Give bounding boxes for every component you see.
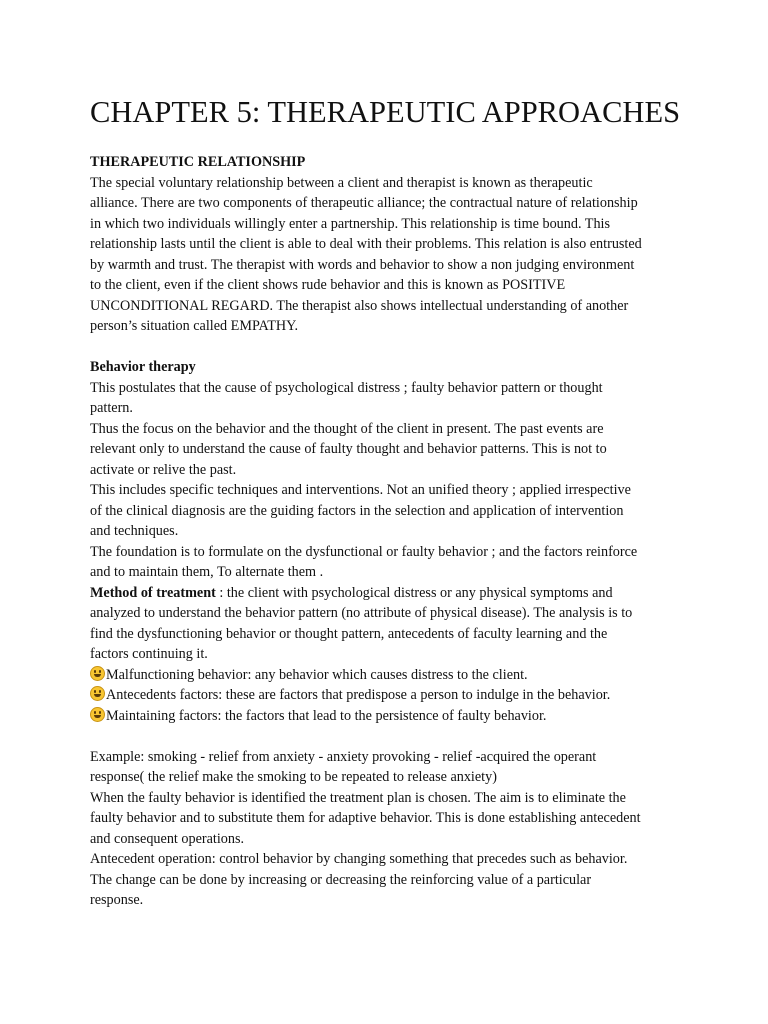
paragraph-line: faulty behavior and to substitute them for adaptive behavior. This is done establishing antecedent — [90, 810, 641, 826]
paragraph-line: This includes specific techniques and interventions. Not an unified theory ; applied irrespective — [90, 482, 631, 498]
paragraph-line: of the clinical diagnosis are the guiding factors in the selection and application of intervention — [90, 502, 624, 519]
paragraph-line: The special voluntary relationship between a client and therapist is known as therapeutic — [90, 174, 593, 191]
paragraph-line: to the client, even if the client shows rude behavior and this is known as POSITIVE — [90, 277, 566, 293]
paragraph-line: This postulates that the cause of psychological distress ; faulty behavior pattern or thought — [90, 379, 603, 396]
bullet-text: Maintaining factors: the factors that lead to the persistence of faulty behavior. — [106, 707, 547, 724]
paragraph-line: and consequent operations. — [90, 830, 245, 847]
chapter-title: CHAPTER 5: THERAPEUTIC APPROACHES — [90, 95, 681, 129]
smiling-face-emoji-icon — [90, 666, 105, 681]
paragraph-line: The change can be done by increasing or decreasing the reinforcing value of a particular — [90, 871, 592, 888]
smiling-face-emoji-icon — [90, 686, 105, 701]
paragraph-line: activate or relive the past. — [90, 461, 237, 478]
paragraph-line: and techniques. — [90, 523, 179, 539]
paragraph-line: Thus the focus on the behavior and the thought of the client in present. The past events are — [90, 420, 604, 437]
paragraph-line: factors continuing it. — [90, 646, 208, 662]
bullet-text: Malfunctioning behavior: any behavior which causes distress to the client. — [106, 666, 528, 683]
method-of-treatment-line — [90, 583, 680, 604]
paragraph-line: in which two individuals willingly enter a partnership. This relationship is time bound. This — [90, 215, 611, 232]
paragraph-line: pattern. — [90, 400, 133, 416]
section-heading-therapeutic-relationship: THERAPEUTIC RELATIONSHIP — [90, 154, 306, 170]
document-page — [90, 92, 680, 911]
paragraph-line: person’s situation called EMPATHY. — [90, 318, 299, 334]
bullet-item — [90, 706, 680, 727]
blank-line — [90, 337, 680, 358]
bullet-item — [90, 685, 680, 706]
paragraph-line: response( the relief make the smoking to be repeated to release anxiety) — [90, 769, 497, 785]
paragraph-line: alliance. There are two components of therapeutic alliance; the contractual nature of relationship — [90, 195, 638, 211]
smiling-face-emoji-icon — [90, 707, 105, 722]
paragraph-line: UNCONDITIONAL REGARD. The therapist also shows intellectual understanding of another — [90, 297, 629, 314]
paragraph-line: response. — [90, 892, 144, 908]
paragraph-line: analyzed to understand the behavior pattern (no attribute of physical disease). The analysis is to — [90, 605, 633, 621]
paragraph-line: Antecedent operation: control behavior by changing something that precedes such as behavior. — [90, 851, 628, 867]
paragraph-line: The foundation is to formulate on the dysfunctional or faulty behavior ; and the factors reinforce — [90, 543, 638, 560]
paragraph-line: relevant only to understand the cause of faulty thought and behavior patterns. This is not to — [90, 441, 607, 457]
bullet-item — [90, 665, 680, 686]
paragraph-line: by warmth and trust. The therapist with words and behavior to show a non judging environment — [90, 256, 635, 273]
paragraph-line: and to maintain them, To alternate them . — [90, 564, 324, 580]
paragraph-line: Example: smoking - relief from anxiety - anxiety provoking - relief -acquired the operant — [90, 748, 597, 765]
method-of-treatment-text: : the client with psychological distress or any physical symptoms and — [215, 584, 613, 601]
bullet-text: Antecedents factors: these are factors that predispose a person to indulge in the behavior. — [106, 687, 611, 703]
paragraph-line: relationship lasts until the client is able to deal with their problems. This relation is also entrusted — [90, 236, 642, 252]
blank-line — [90, 726, 680, 747]
section-heading-behavior-therapy: Behavior therapy — [90, 359, 196, 375]
method-of-treatment-label: Method of treatment — [90, 584, 216, 601]
paragraph-line: When the faulty behavior is identified the treatment plan is chosen. The aim is to eliminate the — [90, 789, 626, 806]
paragraph-line: find the dysfunctioning behavior or thought pattern, antecedents of faculty learning and the — [90, 625, 608, 642]
